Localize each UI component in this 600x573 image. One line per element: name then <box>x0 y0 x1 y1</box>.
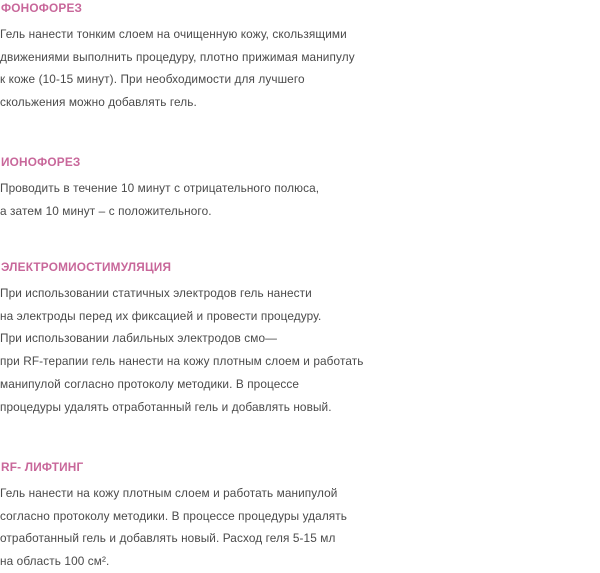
section-heading-iontophoresis: ИОНОФОРЕЗ <box>1 155 81 169</box>
section-body-electromyostimulation <box>0 282 596 418</box>
text-line: а затем 10 минут – с положительного. <box>0 203 212 218</box>
section-heading-rf-lifting: RF- ЛИФТИНГ <box>1 460 84 474</box>
section-heading-phonophoresis: ФОНОФОРЕЗ <box>1 1 83 15</box>
section-body-iontophoresis <box>0 177 596 222</box>
text-line: Проводить в течение 10 минут с отрицательного полюса, <box>0 181 320 195</box>
section-iontophoresis <box>0 151 596 222</box>
section-body-phonophoresis <box>0 23 596 114</box>
text-line: на электроды перед их фиксацией и провести процедуру. <box>0 308 322 323</box>
section-body-rf-lifting <box>0 482 596 573</box>
text-line: процедуры удалять отработанный гель и добавлять новый. <box>0 399 332 414</box>
text-line: движениями выполнить процедуру, плотно прижимая манипулу <box>0 49 355 64</box>
text-line: на область 100 см². <box>0 554 110 569</box>
section-rf-lifting <box>0 456 596 573</box>
text-line: скольжения можно добавлять гель. <box>0 95 197 110</box>
text-line: Гель нанести на кожу плотным слоем и работать манипулой <box>0 486 338 500</box>
text-line: при RF-терапии гель нанести на кожу плотным слоем и работать <box>0 354 364 369</box>
section-electromyostimulation <box>0 256 596 418</box>
text-line: к коже (10-15 минут). При необходимости для лучшего <box>0 72 305 87</box>
text-line: Гель нанести тонким слоем на очищенную кожу, скользящими <box>0 27 347 41</box>
text-line: При использовании статичных электродов гель нанести <box>0 286 312 300</box>
section-heading-electromyostimulation: ЭЛЕКТРОМИОСТИМУЛЯЦИЯ <box>1 260 172 274</box>
text-line: При использовании лабильных электродов смо— <box>0 331 278 346</box>
text-line: отработанный гель и добавлять новый. Расход геля 5-15 мл <box>0 531 336 546</box>
text-line: манипулой согласно протоколу методики. В процессе <box>0 376 300 391</box>
text-line: согласно протоколу методики. В процессе процедуры удалять <box>0 508 348 523</box>
section-phonophoresis <box>0 0 596 114</box>
